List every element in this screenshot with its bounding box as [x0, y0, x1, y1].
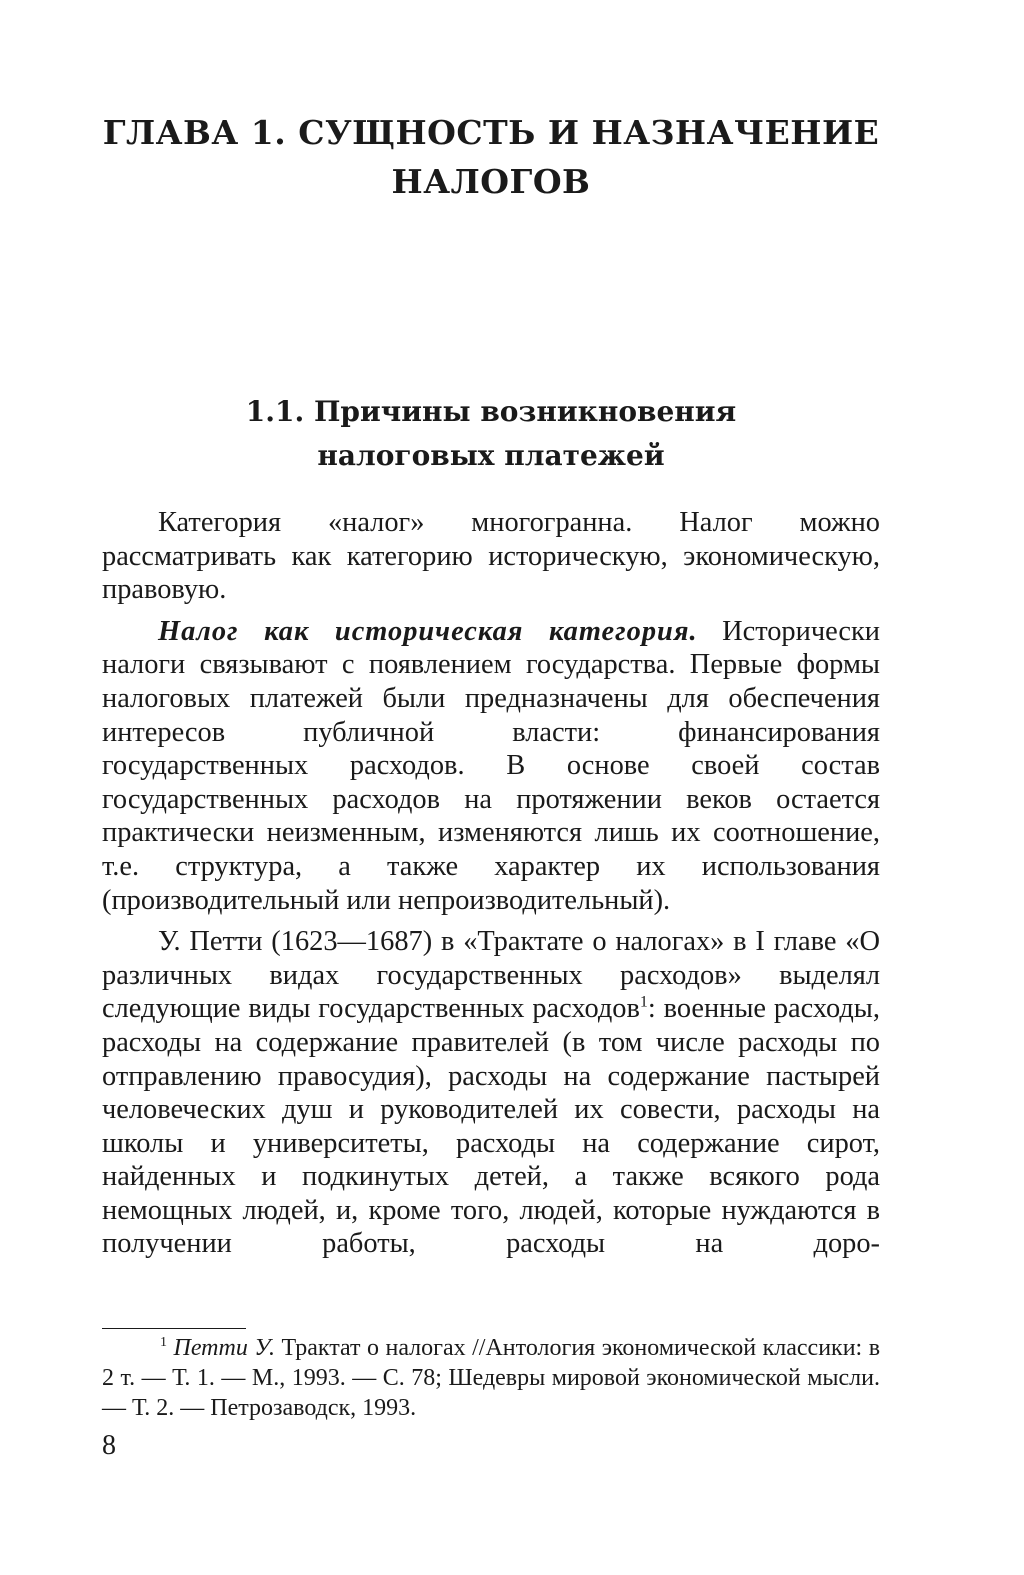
section-title [102, 390, 880, 478]
paragraph-3-part-1: У. Петти (1623—1687) в «Трактате о налогах» в I главе «О различных видах государственных расходов» выделял следующие виды государственных расходов [102, 926, 880, 1025]
paragraph-3-part-2: : военные расходы, расходы на содержание правителей (в том числе расходы по отправлению правосудия), расходы на содержание пастырей человеческих душ и руководителей их совести, расходы на школы и университеты, расходы на содержание сирот, найденных и подкинутых детей, а также всякого рода немощных людей, и, кроме того, людей, которые нуждаются в получении работы, расходы на доро- [102, 993, 880, 1260]
paragraph-1: Категория «налог» многогранна. Налог можно рассматривать как категорию историческую, экономическую, правовую. [102, 507, 880, 606]
footnote-divider [102, 1328, 246, 1329]
chapter-title-line-1: ГЛАВА 1. СУЩНОСТЬ И НАЗНАЧЕНИЕ [102, 113, 880, 152]
paragraph-3 [102, 925, 880, 1261]
footnote-text: Трактат о налогах //Антология экономической классики: в 2 т. — Т. 1. — М., 1993. — С. 78; Шедевры мировой экономической мысли. — Т. 2. — Петрозаводск, 1993. [102, 1335, 881, 1421]
paragraph-2 [102, 615, 880, 917]
chapter-title [102, 108, 880, 206]
body-text [102, 506, 880, 1269]
footnote-marker: 1 [160, 1335, 167, 1350]
page-number: 8 [102, 1430, 116, 1461]
footnote-reference[interactable]: 1 [639, 993, 648, 1011]
footnote-author: Петти У. [173, 1335, 275, 1361]
footnote [102, 1333, 880, 1423]
paragraph-2-text: Исторически налоги связывают с появлением государства. Первые формы налоговых платежей были предназначены для обеспечения интересов публичной власти: финансирования государственных расходов. В основе своей состав государственных расходов на протяжении веков остается практически неизменным, изменяются лишь их соотношение, т.е. структура, а также характер их использования (производительный или непроизводительный). [102, 615, 880, 916]
chapter-title-line-2: НАЛОГОВ [391, 162, 591, 201]
paragraph-2-emphasis: Налог как историческая категория. [158, 615, 698, 647]
section-title-line-1: 1.1. Причины возникновения [245, 395, 737, 428]
section-title-line-2: налоговых платежей [317, 439, 665, 472]
